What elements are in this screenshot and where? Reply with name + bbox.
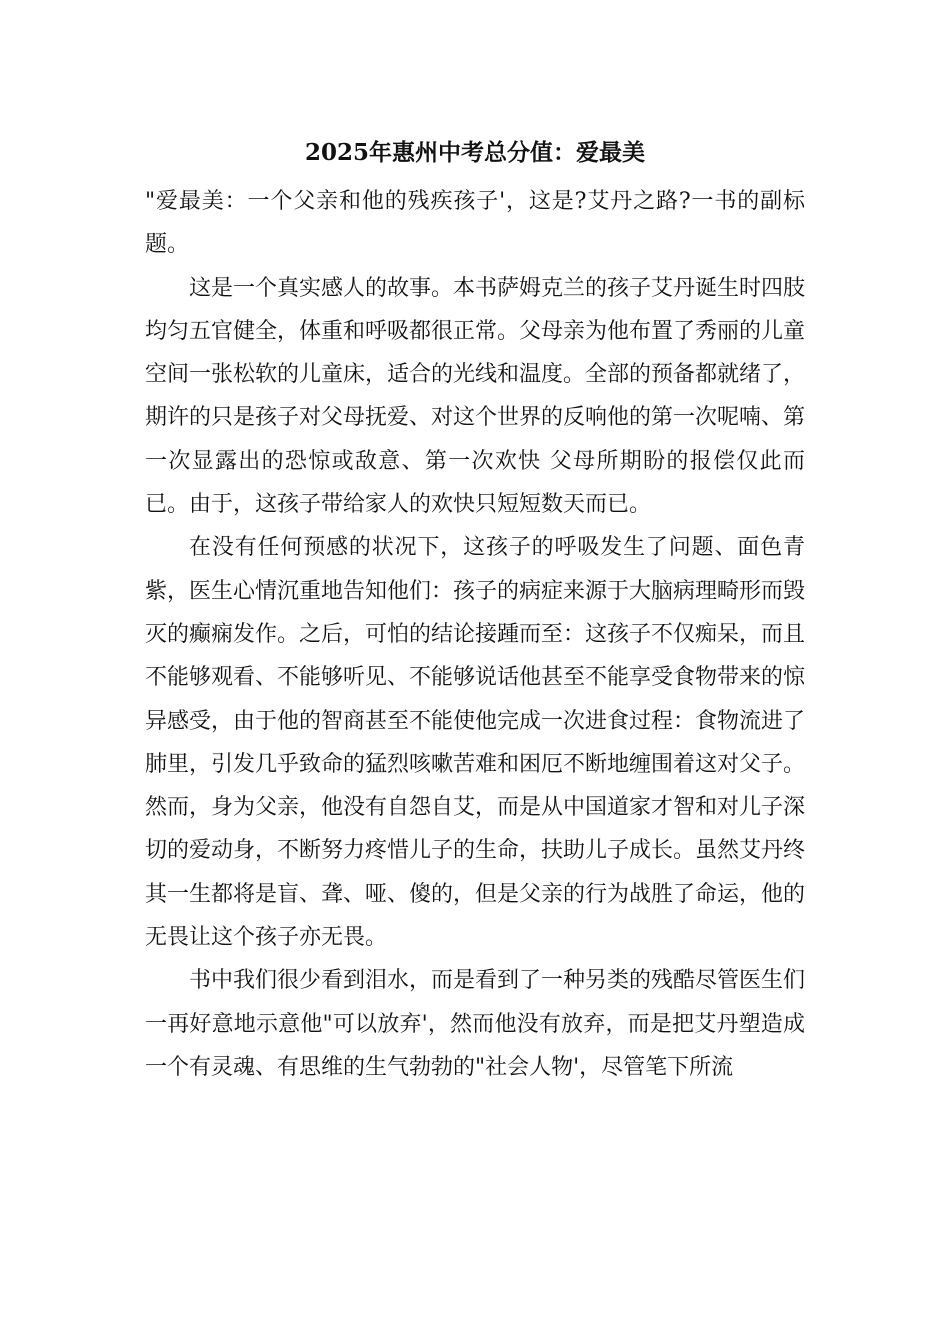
paragraph-story-intro: 这是一个真实感人的故事。本书萨姆克兰的孩子艾丹诞生时四肢均匀五官健全，体重和呼吸都很正常。父母亲为他布置了秀丽的儿童空间一张松软的儿童床，适合的光线和温度。全部的预备都就绪了，期许的只是孩子对父母抚爱、对这个世界的反响他的第一次呢喃、第一次显露出的恐惊或敌意、第一次欢快 父母所期盼的报偿仅此而已。由于，这孩子带给家人的欢快只短短数天而已。	[145, 275, 806, 518]
document-title: 2025年惠州中考总分值：爱最美	[304, 139, 645, 166]
paragraph-subtitle: "爱最美：一个父亲和他的残疾孩子'，这是?艾丹之路?一书的副标题。	[145, 189, 805, 258]
paragraph-no-tears: 书中我们很少看到泪水，而是看到了一种另类的残酷尽管医生们一再好意地示意他"可以放弃'，然而他没有放弃，而是把艾丹塑造成一个有灵魂、有思维的生气勃勃的"社会人物'，尽管笔下所流	[145, 968, 806, 1080]
paragraph-diagnosis: 在没有任何预感的状况下，这孩子的呼吸发生了问题、面色青紫，医生心情沉重地告知他们：孩子的病症来源于大脑病理畸形而毁灭的癫痫发作。之后，可怕的结论接踵而至：这孩子不仅痴呆，而且不能够观看、不能够听见、不能够说话他甚至不能享受食物带来的惊异感受，由于他的智商甚至不能使他完成一次进食过程：食物流进了肺里，引发几乎致命的猛烈咳嗽苦难和困厄不断地缠围着这对父子。然而，身为父亲，他没有自怨自艾，而是从中国道家才智和对儿子深切的爱动身，不断努力疼惜儿子的生命，扶助儿子成长。虽然艾丹终其一生都将是盲、聋、哑、傻的，但是父亲的行为战胜了命运，他的无畏让这个孩子亦无畏。	[145, 535, 806, 951]
document-body	[145, 180, 805, 1089]
